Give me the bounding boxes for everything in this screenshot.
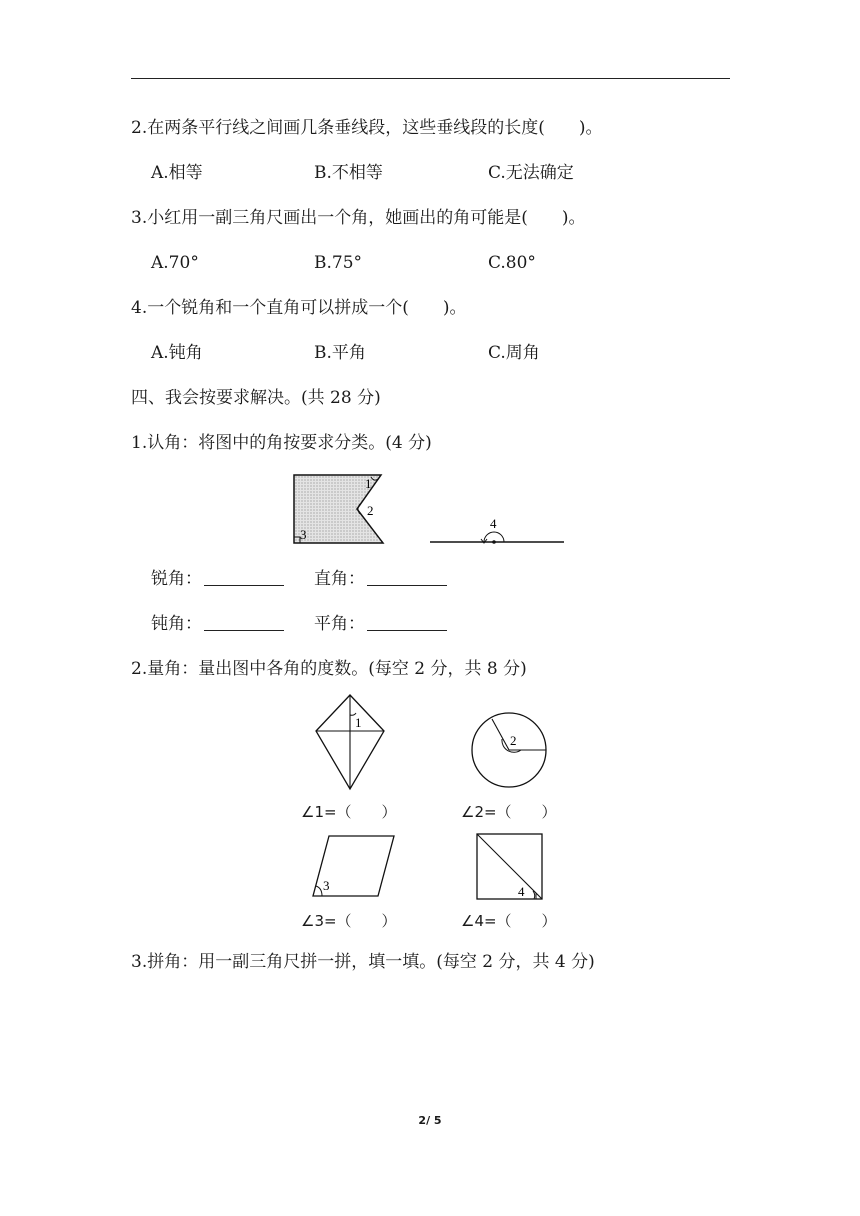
q3-option-a: A.70° (151, 253, 199, 273)
obtuse-angle-blank: 钝角： (151, 613, 284, 635)
question-4-text: 4.一个锐角和一个直角可以拼成一个( )。 (131, 298, 467, 318)
answer-line[interactable] (204, 614, 284, 631)
angle-label-1: 1 (365, 476, 372, 491)
header-rule (131, 78, 730, 79)
straight-angle-figure (428, 512, 568, 548)
section-4-title: 四、我会按要求解决。(共 28 分) (131, 388, 381, 408)
angle-3-answer[interactable]: ∠3=（ ） (301, 912, 397, 930)
angle-4-answer[interactable]: ∠4=（ ） (461, 912, 557, 930)
angle-2-answer[interactable]: ∠2=（ ） (461, 803, 557, 821)
angle-1-answer[interactable]: ∠1=（ ） (301, 803, 397, 821)
q2-option-b: B.不相等 (314, 163, 383, 183)
parallelogram-figure (310, 834, 400, 900)
right-angle-blank: 直角： (314, 568, 447, 590)
angle-label-3: 3 (323, 878, 330, 893)
square-figure (475, 832, 547, 902)
q4-option-c: C.周角 (488, 343, 540, 363)
problem-2-text: 2.量角：量出图中各角的度数。(每空 2 分，共 8 分) (131, 659, 527, 679)
page-number: 2/ 5 (418, 1114, 442, 1127)
q2-option-c: C.无法确定 (488, 163, 574, 183)
angle-label-2: 2 (510, 733, 517, 748)
angle-label-4: 4 (490, 516, 497, 531)
question-3-text: 3.小红用一副三角尺画出一个角，她画出的角可能是( )。 (131, 208, 586, 228)
acute-angle-blank: 锐角： (151, 568, 284, 590)
notched-shape-figure (292, 473, 392, 545)
kite-figure (312, 693, 392, 793)
straight-angle-blank: 平角： (314, 613, 447, 635)
q4-option-b: B.平角 (314, 343, 366, 363)
angle-label-2: 2 (367, 503, 374, 518)
angle-label-3: 3 (300, 527, 307, 542)
q3-option-c: C.80° (488, 253, 536, 273)
q4-option-a: A.钝角 (151, 343, 203, 363)
circle-figure (470, 711, 554, 795)
q2-option-a: A.相等 (151, 163, 203, 183)
answer-line[interactable] (204, 569, 284, 586)
problem-1-text: 1.认角：将图中的角按要求分类。(4 分) (131, 433, 432, 453)
question-2-text: 2.在两条平行线之间画几条垂线段，这些垂线段的长度( )。 (131, 118, 603, 138)
angle-label-4: 4 (518, 884, 525, 899)
q3-option-b: B.75° (314, 253, 363, 273)
answer-line[interactable] (367, 614, 447, 631)
answer-line[interactable] (367, 569, 447, 586)
problem-3-text: 3.拼角：用一副三角尺拼一拼，填一填。(每空 2 分，共 4 分) (131, 952, 595, 972)
angle-label-1: 1 (355, 715, 362, 730)
